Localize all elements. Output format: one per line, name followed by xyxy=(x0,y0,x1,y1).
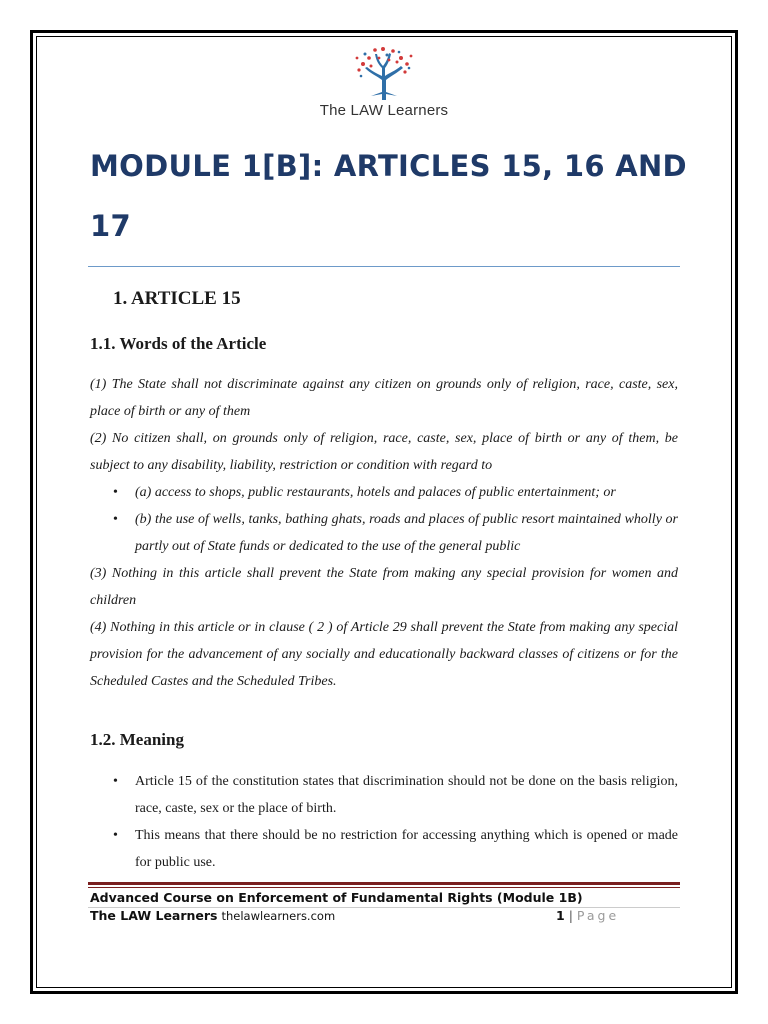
list-item: • Article 15 of the constitution states that discrimination should not be done on the basis religion, race, caste, sex or the place of birth. xyxy=(90,768,678,822)
subsection-heading-words: 1.1. Words of the Article xyxy=(90,334,267,353)
clause-2-list xyxy=(90,479,678,560)
page-number-separator: | xyxy=(568,908,573,923)
list-item: • (b) the use of wells, tanks, bathing ghats, roads and places of public resort maintained wholly or partly out of State funds or dedicated to the use of the general public xyxy=(90,506,678,560)
meaning-list xyxy=(90,768,678,876)
article-text xyxy=(90,371,678,695)
subsection-heading-meaning: 1.2. Meaning xyxy=(90,730,184,749)
footer-rule xyxy=(88,882,680,885)
footer-brand-line xyxy=(90,908,335,923)
list-item: • This means that there should be no restriction for accessing anything which is opened or made for public use. xyxy=(90,822,678,876)
tree-logo-icon xyxy=(349,46,419,100)
clause-3: (3) Nothing in this article shall prevent the State from making any special provision for women and children xyxy=(90,566,678,608)
page-number xyxy=(556,908,619,923)
clause-1: (1) The State shall not discriminate against any citizen on grounds only of religion, race, caste, sex, place of birth or any of them xyxy=(90,377,678,419)
footer-course-title: Advanced Course on Enforcement of Fundamental Rights (Module 1B) xyxy=(90,890,583,905)
page-label: Page xyxy=(576,908,620,923)
clause-4: (4) Nothing in this article or in clause ( 2 ) of Article 29 shall prevent the State from making any special provision for the advancement of any socially and educationally backward classes of citizens or for the Scheduled Castes and the Scheduled Tribes. xyxy=(90,620,678,689)
footer-brand: The LAW Learners xyxy=(90,908,218,923)
list-item: • (a) access to shops, public restaurants, hotels and palaces of public entertainment; or xyxy=(90,479,678,506)
page-number-value: 1 xyxy=(556,908,565,923)
footer-site-link[interactable]: thelawlearners.com xyxy=(221,909,336,923)
section-heading: 1. ARTICLE 15 xyxy=(113,288,241,309)
logo-text: The LAW Learners xyxy=(319,102,449,119)
clause-2: (2) No citizen shall, on grounds only of religion, race, caste, sex, place of birth or any of them, be subject to any disability, liability, restriction or condition with regard to xyxy=(90,431,678,473)
page-title: MODULE 1[B]: ARTICLES 15, 16 AND 17 xyxy=(90,149,687,243)
footer-rule-thin xyxy=(88,887,680,888)
title-divider xyxy=(88,266,680,267)
logo xyxy=(318,46,450,124)
